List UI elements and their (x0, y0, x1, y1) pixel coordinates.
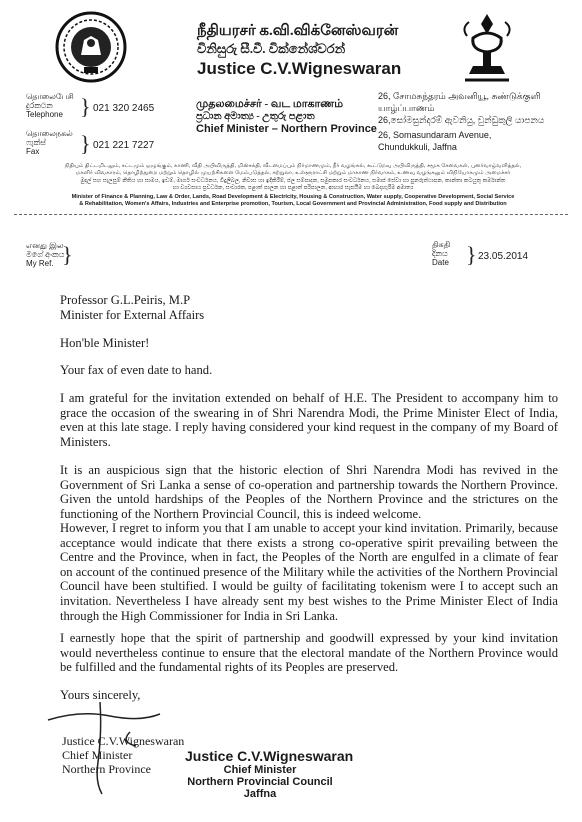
telephone-brace: } (80, 94, 91, 119)
date-label-block (432, 240, 450, 267)
signatory-title: Chief Minister (62, 748, 133, 762)
paragraph-1: Your fax of even date to hand. (60, 363, 213, 377)
date-label-english: Date (432, 258, 449, 267)
fax-brace: } (80, 131, 91, 156)
stamp-details (185, 764, 335, 800)
fax-label-tamil: தொலைநகல் (26, 129, 73, 138)
ref-label-sinhala: මගේ අංකය (26, 250, 65, 259)
signatory-province: Northern Province (62, 762, 151, 776)
recipient-name: Professor G.L.Peiris, M.P (60, 293, 191, 307)
stamp-title: Chief Minister (223, 764, 297, 776)
paragraph-2: I am grateful for the invitation extended on behalf of H.E. The President to accompany him to grace the occasion of the swearing in of Shri Narendra Modi, the Prime Minister Elect of India, even at this late stage. I reply having considered your kind request in the company of my Board of Ministers. (60, 391, 558, 449)
name-sinhala: විනිසුරු සී.වී. වික්නේශ්වරන් (197, 41, 346, 56)
northern-province-emblem (455, 10, 519, 90)
date-label-tamil: திகதி (432, 240, 451, 249)
fax-label-block (26, 129, 73, 156)
address-sinhala: 26,සෝමසුන්දරම් ඇවනියු, චුන්ඩුකුලි යාපනය (378, 115, 545, 125)
portfolios-sinhala: මුදල් සහ සැලසුම් නීතිය හා සාමය, ඉඩම්, මාර්ග සංවර්ධනය, විදුලිබල, නිවාස හා ඉදිකිරීම්, ජල සම්පාදන, සමුපකාර සංවර්ධනය, සමාජ සේවා හා පුනරුත්ථාපන, කාන්තා කටයුතු කර්මාන්ත (80, 178, 506, 184)
date-label-sinhala: දිනය (432, 249, 448, 258)
header-divider (14, 214, 568, 215)
ref-label-tamil: எனது இல (26, 241, 64, 250)
signatory-name: Justice C.V.Wigneswaran (62, 734, 185, 748)
name-tamil: நீதியரசர் க.வி.விக்னேஸ்வரன் (197, 23, 399, 39)
recipient-title: Minister for External Affairs (60, 308, 205, 322)
title-sinhala: ප්‍රධාන අමාත්‍ය - උතුරු පළාත (196, 111, 315, 122)
stamp-name: Justice C.V.Wigneswaran (185, 748, 354, 764)
salutation: Hon'ble Minister! (60, 336, 150, 350)
closing: Yours sincerely, (60, 688, 141, 702)
address-line-1: 26, Somasundaram Avenue, (378, 130, 492, 140)
title-english: Chief Minister – Northern Province (196, 123, 377, 135)
telephone-label-block (26, 92, 74, 119)
ref-label-block (26, 241, 64, 268)
portfolios-english: Minister of Finance & Planning, Law & Order, Lands, Road Development & Electricity, Housing & Construction, Water supply, Cooperative Development, Social Service (71, 194, 515, 200)
title-tamil: முதலமைச்சர் - வட மாகாணம் (196, 98, 344, 110)
telephone-label-tamil: தொலைபேசி (26, 92, 74, 101)
address-tamil: 26, சோமசுந்தரம் அவனியூ, சுண்டுக்குளி யாழ்ப்பாணம் (378, 91, 541, 113)
fax-label-english: Fax (26, 147, 40, 156)
address-line-2: Chundukkuli, Jaffna (378, 142, 457, 152)
ref-label-english: My Ref. (26, 259, 54, 268)
telephone-label-english: Telephone (26, 110, 63, 119)
fax-number: 021 221 7227 (93, 140, 155, 151)
telephone-label-sinhala: දුරකථන (26, 101, 53, 110)
stamp-place: Jaffna (243, 788, 277, 800)
paragraph-5: I earnestly hope that the spirit of partnership and goodwill expressed by your kind invitation would nevertheless continue to ensure that the electoral mandate of the Northern Province would be fulfilled and the fundamental rights of its Peoples are preserved. (60, 631, 558, 675)
stamp-org: Northern Provincial Council (187, 776, 333, 788)
date-brace: } (466, 242, 477, 267)
portfolios-sinhala-2: හා ව්‍යවසාය ප්‍රවර්ධන, සංචාරක, පළාත් පාලන හා පළාත් පරිපාලන, ආහාර සැපයීම හා බෙදාහැරීම අමාත්‍ය (172, 185, 414, 191)
fax-label-sinhala: ෆැක්ස් (26, 138, 46, 147)
ref-brace: } (62, 242, 73, 267)
paragraph-3: It is an auspicious sign that the historic election of Shri Narendra Modi has revived in the Government of Sri Lanka a sense of co-operation and partnership towards the Northern Province. Given the untold hardships of the Peoples of the Northern Province and the strictures on the functioning of the Northern Provincial Council, this is indeed welcome. (60, 463, 558, 521)
portfolios-english-2: & Rehabilitation, Women's Affairs, Industries and Enterprise promotion, Tourism, Local Government and Provincial Administration, Food supply and Distribution (79, 201, 507, 207)
telephone-number: 021 320 2465 (93, 103, 155, 114)
paragraph-4: However, I regret to inform you that I am unable to accept your kind invitation. Primarily, because acceptance would indicate that there exists a strong co-operative spirit prevailing between the Centre and the Province, when in fact, the Peoples of the North are engulfed in a climate of fear on account of the continued presence of the Military while the activities of the Northern Provincial Council have been stultified. I would be guilty of facilitating tokenism were I to accept such an invitation. Nevertheless I have already sent my best wishes to the Prime Minister Elect of India through the High Commissioner for India in Sri Lanka. (60, 521, 558, 623)
name-english: Justice C.V.Wigneswaran (197, 59, 402, 78)
portfolios-tamil-2: மகளிர் விவகாரம், தொழிற்துறை மற்றும் தொழில் முயற்சிகளை மேம்படுத்தல், சுற்றுலா, உள்ளூராட்சி மற்றும் மாகாண நிர்வாகம், உணவு வழங்கலும் விநியோகமும் அமைச்சர் (75, 170, 511, 176)
portfolios-tamil: நிதியும் திட்டமிடலும், சட்டமும் ஒழுங்கும், காணி, வீதி அபிவிருத்தி, மின்சக்தி, வீடமைப்பும் நிர்மாணமும், நீர் வழங்கல், கூட்டுறவு அபிவிருத்தி, சமூக சேவைகள், புனர்வாழ்வளித்தல், (64, 163, 522, 169)
letter-date: 23.05.2014 (478, 251, 529, 262)
provincial-emblem-left (54, 10, 128, 84)
signature-block (62, 734, 184, 776)
